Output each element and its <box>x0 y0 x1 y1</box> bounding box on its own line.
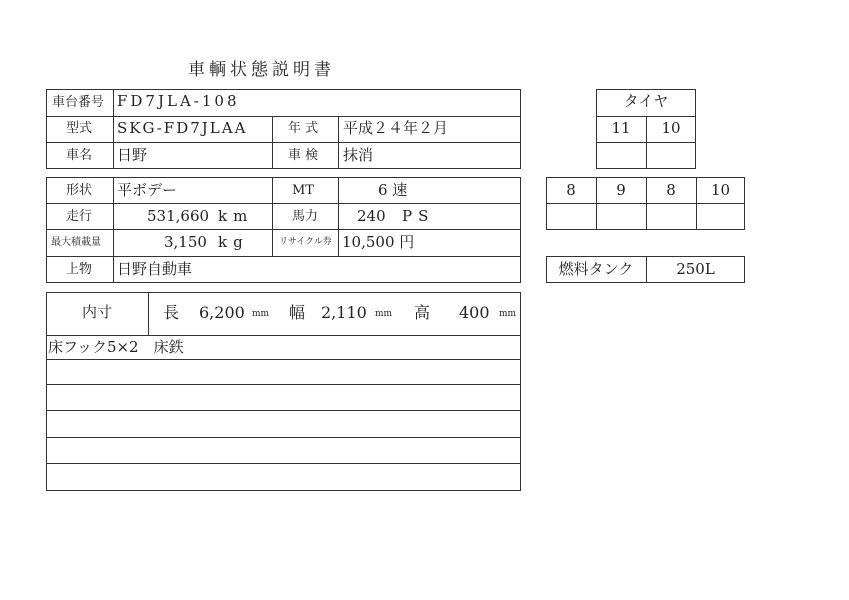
height-unit: mm <box>499 309 517 319</box>
body-maker-label: 上物 <box>66 262 93 277</box>
transmission-label: MT <box>292 183 314 198</box>
tire-title: タイヤ <box>623 92 669 110</box>
year-value: 平成２４年２月 <box>343 119 449 137</box>
recycle-value: 10,500 円 <box>342 233 415 251</box>
tire-rear-2: 9 <box>616 181 626 199</box>
model-value: SKG-FD7JLAA <box>117 119 248 137</box>
model-label: 型式 <box>66 121 93 136</box>
mileage-unit: km <box>218 207 254 225</box>
inspection-value: 抹消 <box>343 146 374 164</box>
max-load-unit: kg <box>218 233 249 251</box>
power-unit: PS <box>402 207 435 225</box>
maker-value: 日野 <box>117 146 148 164</box>
length-label: 長 <box>163 303 180 322</box>
reg-number-label: 車台番号 <box>52 95 105 110</box>
max-load-label: 最大積載量 <box>51 237 101 248</box>
reg-number-value: FD7JLA-108 <box>117 92 240 110</box>
max-load-value: 3,150 <box>164 233 207 251</box>
mileage-value: 531,660 <box>147 207 210 225</box>
dimensions-label: 内寸 <box>82 303 113 321</box>
tire-rear-3: 8 <box>666 181 676 199</box>
tire-rear-1: 8 <box>566 181 576 199</box>
length-unit: mm <box>252 309 270 319</box>
width-label: 幅 <box>289 303 306 322</box>
shape-value: 平ボデー <box>117 181 178 199</box>
power-label: 馬力 <box>292 209 319 224</box>
notes-line-1: 床フック5×2 床鉄 <box>48 338 184 356</box>
inspection-label: 車 検 <box>288 148 319 163</box>
year-label: 年 式 <box>288 121 319 136</box>
height-label: 高 <box>414 303 431 322</box>
tire-front-left: 11 <box>611 119 631 137</box>
tire-front-right: 10 <box>661 119 681 137</box>
document-title: 車輌状態説明書 <box>188 60 335 80</box>
shape-label: 形状 <box>66 183 93 198</box>
power-value: 240 <box>357 207 386 225</box>
fuel-tank-label: 燃料タンク <box>558 260 634 278</box>
tire-rear-4: 10 <box>710 181 731 199</box>
maker-label: 車名 <box>66 148 93 163</box>
length-value: 6,200 <box>199 303 245 322</box>
width-unit: mm <box>375 309 393 319</box>
mileage-label: 走行 <box>66 209 93 224</box>
body-maker-value: 日野自動車 <box>117 260 193 278</box>
recycle-label: リサイクル券 <box>279 237 332 247</box>
width-value: 2,110 <box>321 303 367 322</box>
height-value: 400 <box>459 303 490 322</box>
transmission-value: 6 速 <box>378 181 408 199</box>
fuel-tank-value: 250L <box>676 260 715 278</box>
